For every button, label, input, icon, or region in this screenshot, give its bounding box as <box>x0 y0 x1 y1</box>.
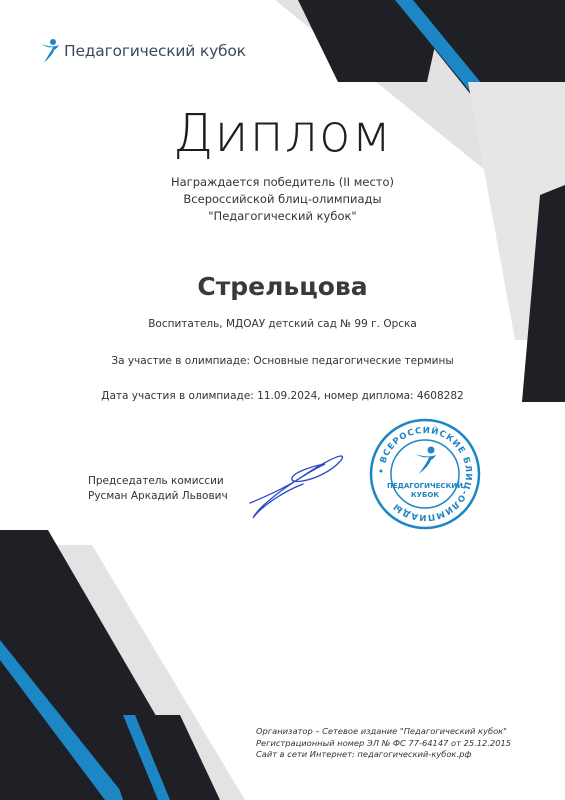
chair-name: Русман Аркадий Львович <box>88 490 228 502</box>
athlete-icon <box>38 38 60 64</box>
date-and-number: Дата участия в олимпиаде: 11.09.2024, номер диплома: 4608282 <box>101 390 464 402</box>
diploma-title: Диплом <box>173 104 392 164</box>
participation-topic: За участие в олимпиаде: Основные педагогические термины <box>111 355 454 367</box>
chair-role: Председатель комиссии <box>88 475 224 487</box>
footer-website: Сайт в сети Интернет: педагогический-кубок.рф <box>256 749 472 759</box>
award-intro <box>0 174 565 225</box>
footer-organizer: Организатор – Сетевое издание "Педагогический кубок" <box>256 726 507 736</box>
stamp-seal <box>369 418 481 530</box>
stamp-center-line2: КУБОК <box>410 491 440 499</box>
award-line: Награждается победитель (II место) <box>170 175 395 189</box>
olympiad-line: Всероссийской блиц-олимпиады <box>183 192 382 206</box>
footer-info <box>256 726 511 761</box>
logo-text: Педагогический кубок <box>64 42 246 60</box>
recipient-name: Стрельцова <box>197 272 368 301</box>
olympiad-name: "Педагогический кубок" <box>208 209 357 223</box>
recipient-position: Воспитатель, МДОАУ детский сад № 99 г. Орска <box>148 318 417 330</box>
stamp-ring-text: • ВСЕРОССИЙСКИЕ БЛИЦ-ОЛИМПИАДЫ <box>376 425 474 523</box>
signature-image <box>245 448 350 523</box>
footer-registration: Регистрационный номер ЭЛ № ФС 77-64147 от 25.12.2015 <box>256 737 512 748</box>
stamp-center-line1: ПЕДАГОГИЧЕСКИЙ <box>386 482 464 490</box>
commission-chair <box>88 474 228 504</box>
logo <box>38 38 246 64</box>
stamp-athlete-icon <box>415 447 436 475</box>
